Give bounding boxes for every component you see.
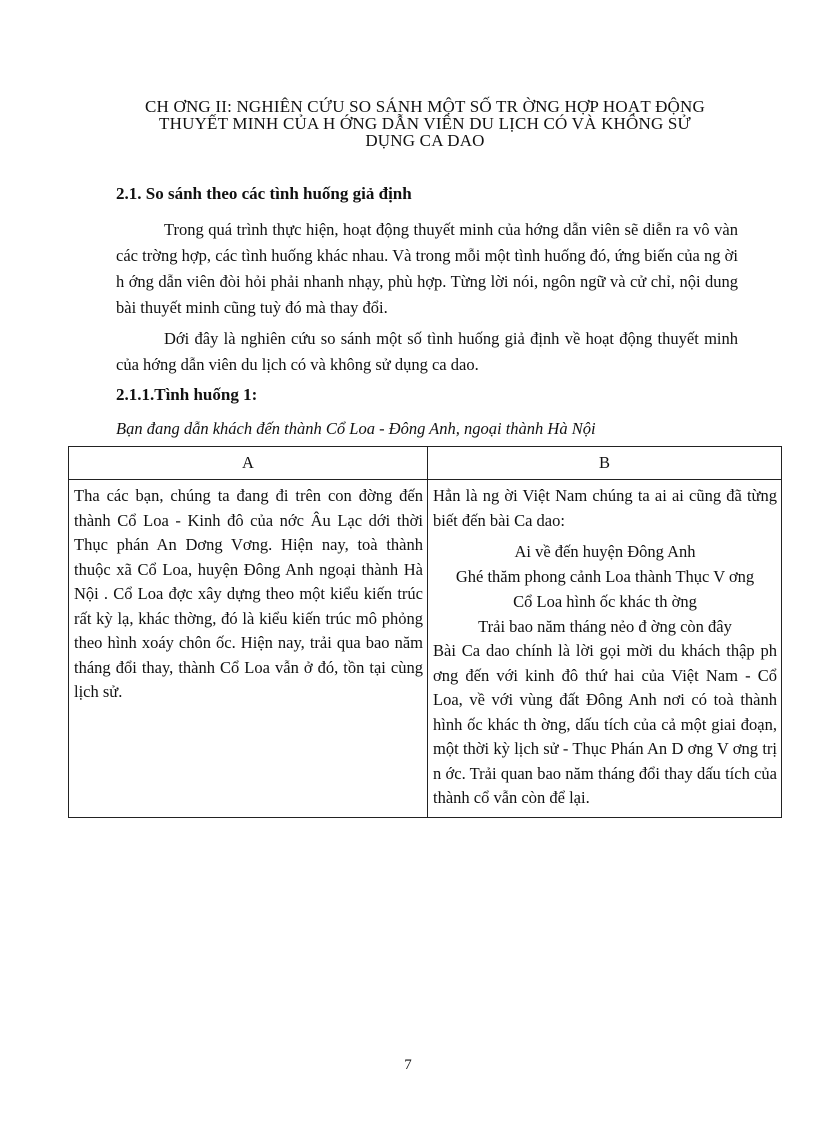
- sub-heading: 2.1.1.Tình huống 1:: [116, 385, 258, 404]
- table-row: [69, 480, 782, 818]
- section-heading: 2.1. So sánh theo các tình huống giả định: [116, 184, 412, 203]
- chapter-title: [110, 98, 740, 149]
- poem-line-4: Trải bao năm tháng nẻo đ ờng còn đây: [478, 617, 732, 636]
- cell-b: [428, 480, 782, 818]
- cell-b-body: Bài Ca dao chính là lời gọi mời du khách thập ph ơng đến với kinh đô thứ hai của Việt Nam - Cổ Loa, về với vùng đất Đông Anh nơi có toà thành hình ốc khác th ờng, dấu tích của cả một giai đoạn, một thời kỳ lịch sử - Thục Phán An D ơng V ơng trị n ớc. Trải quan bao năm tháng đổi thay dấu tích của thành cổ vẫn còn để lại.: [433, 641, 777, 807]
- poem-line-2: Ghé thăm phong cảnh Loa thành Thục V ơng: [455, 567, 755, 586]
- chapter-title-line-2: THUYẾT MINH CỦA H ỚNG DẪN VIÊN DU LỊCH CÓ VÀ KHÔNG SỬ: [159, 114, 691, 133]
- comparison-table: [68, 446, 782, 818]
- chapter-title-line-3: DỤNG CA DAO: [365, 131, 485, 150]
- poem-line-1: Ai về đến huyện Đông Anh: [514, 542, 696, 561]
- paragraph-2-text: Dới đây là nghiên cứu so sánh một số tình huống giả định về hoạt động thuyết minh của hớng dẫn viên du lịch có và không sử dụng ca dao.: [116, 329, 738, 374]
- chapter-title-line-1: CH ƠNG II: NGHIÊN CỨU SO SÁNH MỘT SỐ TR ỜNG HỢP HOẠT ĐỘNG: [145, 97, 705, 116]
- page-number: 7: [404, 1057, 412, 1073]
- cell-b-intro: Hẳn là ng ời Việt Nam chúng ta ai ai cũng đã từng biết đến bài Ca dao:: [433, 486, 777, 530]
- scenario-caption: Bạn đang dẫn khách đến thành Cổ Loa - Đông Anh, ngoại thành Hà Nội: [116, 419, 596, 438]
- ca-dao-poem: [433, 539, 777, 639]
- column-header-a: A: [69, 447, 428, 480]
- column-header-b: B: [428, 447, 782, 480]
- paragraph-2: [116, 326, 738, 378]
- poem-line-3: Cổ Loa hình ốc khác th ờng: [513, 592, 697, 611]
- cell-a-text: Tha các bạn, chúng ta đang đi trên con đờng đến thành Cổ Loa - Kinh đô của nớc Âu Lạc dới thời Thục phán An Dơng Vơng. Hiện nay, toà thành thuộc xã Cổ Loa, huyện Đông Anh ngoại thành Hà Nội . Cổ Loa đợc xây dựng theo một kiểu kiến trúc rất kỳ lạ, khác thờng, đó là kiểu kiến trúc mô phỏng theo hình xoáy chôn ốc. Hiện nay, trải qua bao năm tháng đổi thay, thành Cổ Loa vẫn ở đó, tồn tại cùng lịch sử.: [69, 480, 428, 818]
- table-header-row: [69, 447, 782, 480]
- paragraph-1: [116, 217, 738, 321]
- paragraph-1-text: Trong quá trình thực hiện, hoạt động thuyết minh của hớng dẫn viên sẽ diễn ra vô vàn các trờng hợp, các tình huống khác nhau. Và trong mỗi một tình huống đó, ứng biến của ng ời h ớng dẫn viên đòi hỏi phải nhanh nhạy, phù hợp. Từng lời nói, ngôn ngữ và cử chỉ, nội dung bài thuyết minh cũng tuỳ đó mà thay đổi.: [116, 220, 738, 317]
